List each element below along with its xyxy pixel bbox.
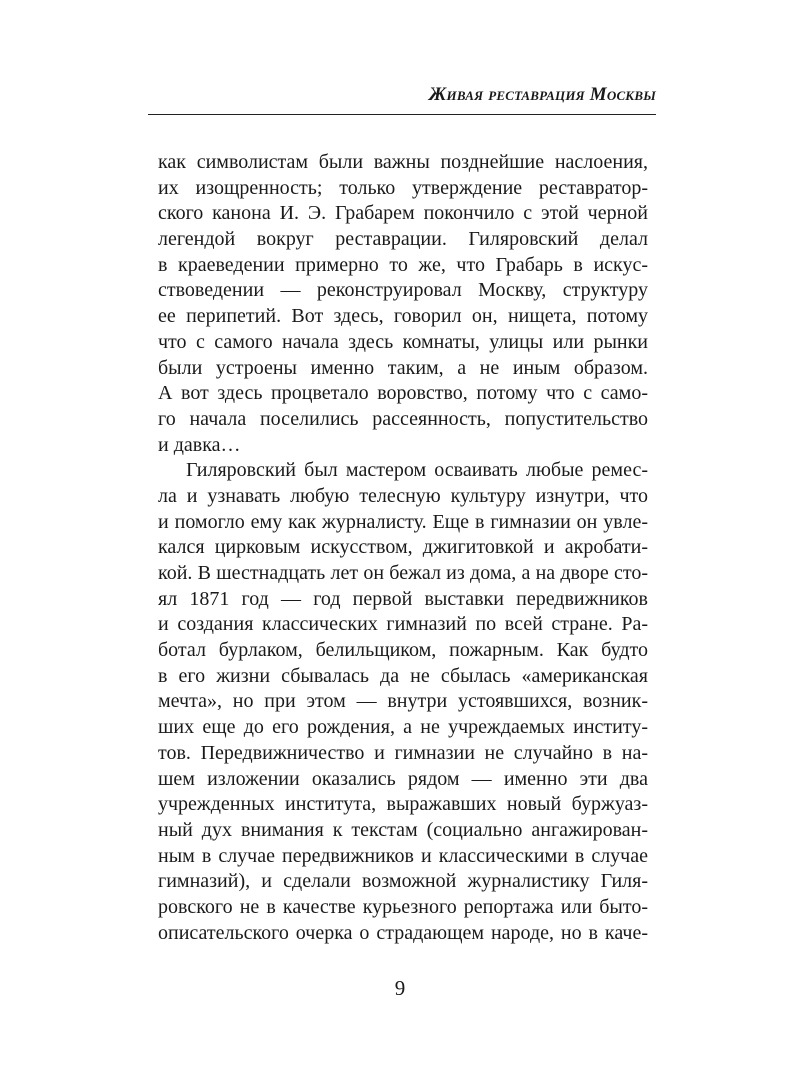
- text-line: ших еще до его рождения, а не учреждаемых институ-: [158, 716, 648, 739]
- text-line: описательского очерка о страдающем народе, но в каче-: [158, 921, 648, 944]
- text-line: ял 1871 год — год первой выставки передвижников: [158, 587, 648, 610]
- text-line: в его жизни сбывалась да не сбылась «американская: [158, 664, 648, 687]
- text-line: шем изложении оказались рядом — именно эти два: [158, 767, 648, 790]
- text-line: Гиляровский был мастером осваивать любые ремес-: [186, 459, 648, 482]
- text-line: ботал бурлаком, белильщиком, пожарным. Как будто: [158, 639, 648, 662]
- text-line: кался цирковым искусством, джигитовкой и акробати-: [158, 536, 648, 559]
- text-line: учрежденных института, выражавших новый буржуаз-: [158, 793, 648, 816]
- running-header-title: Живая реставрация Москвы: [428, 84, 656, 105]
- text-line: легендой вокруг реставрации. Гиляровский делал: [158, 228, 648, 251]
- text-line: что с самого начала здесь комнаты, улицы или рынки: [158, 330, 648, 353]
- text-line: как символистам были важны позднейшие наслоения,: [158, 151, 648, 173]
- text-line: тов. Передвижничество и гимназии не случайно в на-: [158, 741, 648, 764]
- text-line: А вот здесь процветало воровство, потому что с само-: [158, 382, 648, 405]
- text-line: ным в случае передвижников и классическими в случае: [158, 844, 648, 867]
- text-line: ровского не в качестве курьезного репортажа или быто-: [158, 895, 648, 918]
- text-line: были устроены именно таким, а не иным образом.: [158, 356, 648, 379]
- text-line: кой. В шестнадцать лет он бежал из дома, а на дворе сто-: [158, 562, 648, 584]
- page-number: 9: [394, 976, 406, 1000]
- text-line: ствоведении — реконструировал Москву, структуру: [158, 279, 648, 302]
- text-line: в краеведении примерно то же, что Грабарь в искус-: [158, 253, 648, 276]
- body-text: [158, 150, 648, 946]
- text-line: ского канона И. Э. Грабарем покончило с этой черной: [158, 202, 648, 225]
- text-line: го начала поселились рассеянность, попустительство: [158, 407, 648, 430]
- text-line: ла и узнавать любую телесную культуру изнутри, что: [158, 484, 648, 507]
- text-line: и давка…: [158, 433, 241, 456]
- text-line: ее перипетий. Вот здесь, говорил он, нищета, потому: [158, 305, 648, 328]
- text-line: гимназий), и сделали возможной журналистику Гиля-: [158, 870, 648, 893]
- running-header: [148, 84, 656, 115]
- text-line: и помогло ему как журналисту. Еще в гимназии он увле-: [158, 510, 648, 533]
- text-line: ный дух внимания к текстам (социально ангажирован-: [158, 818, 648, 841]
- text-line: и создания классических гимназий по всей стране. Ра-: [158, 613, 648, 636]
- text-line: их изощренность; только утверждение реставратор-: [158, 176, 648, 199]
- text-line: мечта», но при этом — внутри устоявшихся, возник-: [158, 690, 648, 713]
